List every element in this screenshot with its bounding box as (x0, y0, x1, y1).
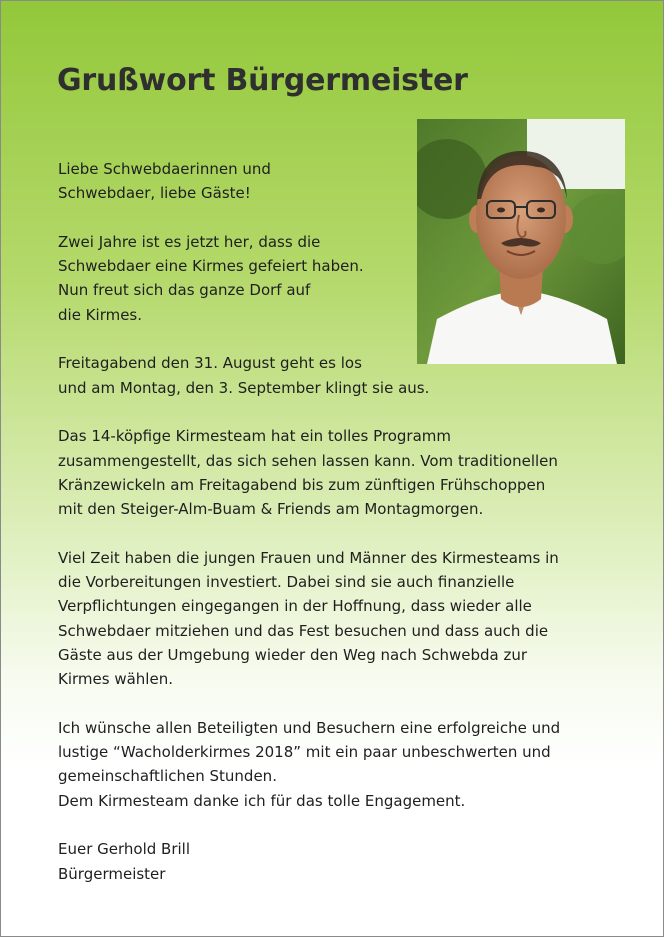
text-line: Zwei Jahre ist es jetzt her, dass die (58, 232, 321, 251)
text-line: Kränzewickeln am Freitagabend bis zum zünftigen Frühschoppen (58, 475, 546, 494)
text-line: Schwebdaer, liebe Gäste! (58, 184, 251, 203)
text-line: Ich wünsche allen Beteiligten und Besuchern eine erfolgreiche und (58, 718, 561, 737)
paragraph-salutation (58, 157, 618, 206)
greeting-text (58, 157, 618, 886)
text-line: und am Montag, den 3. September klingt sie aus. (58, 378, 430, 397)
text-line: Gäste aus der Umgebung wieder den Weg nach Schwebda zur (58, 645, 528, 664)
text-line: Liebe Schwebdaerinnen und (58, 160, 271, 178)
text-line: Schwebdaer mitziehen und das Fest besuchen und dass auch die (58, 621, 549, 640)
text-line: die Vorbereitungen investiert. Dabei sind sie auch finanzielle (58, 573, 515, 592)
text-line: Nun freut sich das ganze Dorf auf (58, 281, 311, 300)
signature-role: Bürgermeister (58, 864, 166, 883)
text-line: Dem Kirmesteam danke ich für das tolle Engagement. (58, 791, 466, 810)
text-line: zusammengestellt, das sich sehen lassen kann. Vom traditionellen (58, 451, 558, 470)
text-line: Verpflichtungen eingegangen in der Hoffnung, dass wieder alle (58, 597, 532, 616)
paragraph-preparations (58, 546, 618, 692)
paragraph-program (58, 424, 618, 521)
text-line: mit den Steiger-Alm-Buam & Friends am Montagmorgen. (58, 500, 484, 519)
paragraph-intro (58, 230, 618, 327)
page-title: Grußwort Bürgermeister (57, 63, 468, 98)
paragraph-dates (58, 351, 618, 400)
text-line: die Kirmes. (58, 305, 143, 324)
paragraph-wishes (58, 716, 618, 813)
signature-name: Euer Gerhold Brill (58, 840, 191, 859)
text-line: gemeinschaftlichen Stunden. (58, 767, 277, 786)
text-line: Freitagabend den 31. August geht es los (58, 354, 362, 373)
text-line: Kirmes wählen. (58, 670, 173, 689)
text-line: Das 14-köpfige Kirmesteam hat ein tolles Programm (58, 427, 452, 446)
text-line: Schwebdaer eine Kirmes gefeiert haben. (58, 257, 364, 276)
signature-block (58, 837, 618, 886)
text-line: lustige “Wacholderkirmes 2018” mit ein paar unbeschwerten und (58, 743, 551, 762)
text-line: Viel Zeit haben die jungen Frauen und Männer des Kirmesteams in (58, 548, 559, 567)
